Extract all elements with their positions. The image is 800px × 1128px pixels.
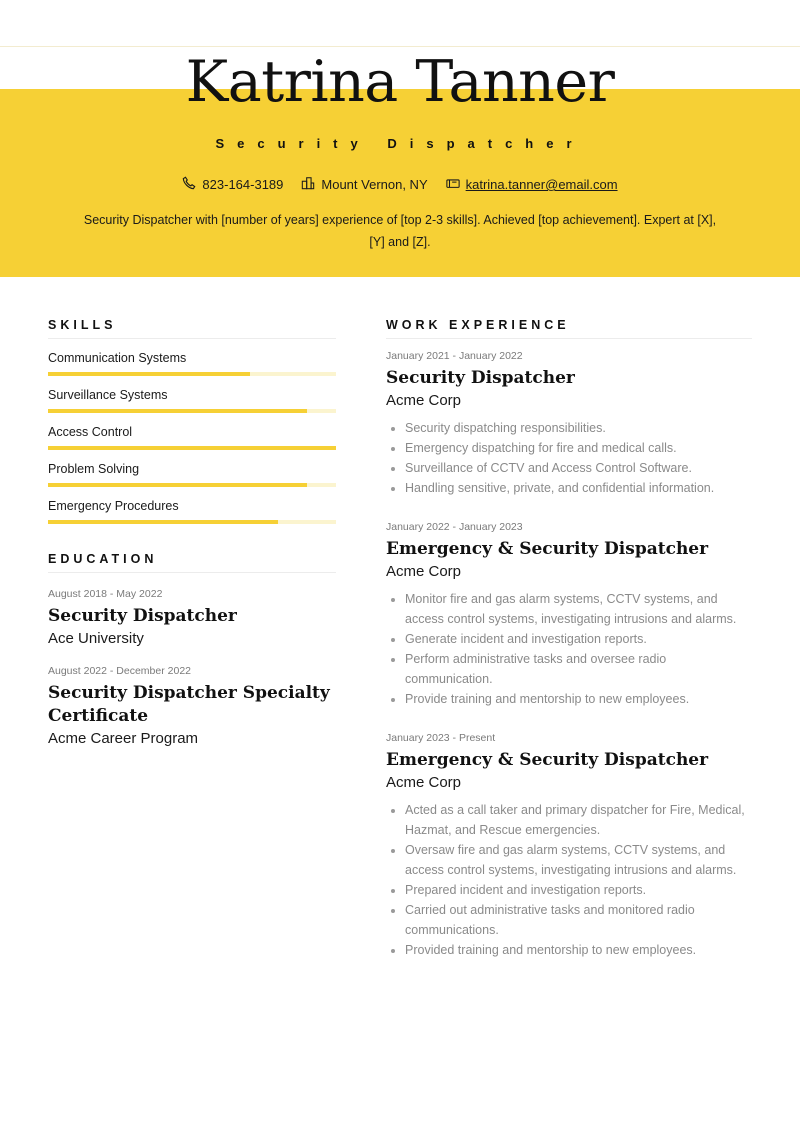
- location-text: Mount Vernon, NY: [321, 177, 428, 192]
- phone-icon: [182, 176, 196, 193]
- job-item: [386, 349, 752, 498]
- left-column: [48, 318, 336, 750]
- education-school: Acme Career Program: [48, 730, 199, 747]
- experience-list: [386, 349, 752, 960]
- job-bullet: • Generate incident and investigation reports.: [405, 629, 752, 649]
- job-role: Emergency & Security Dispatcher: [386, 750, 709, 770]
- building-icon: [301, 176, 315, 193]
- job-bullet: • Perform administrative tasks and oversee radio communication.: [405, 649, 752, 689]
- skill-name: Surveillance Systems: [48, 388, 168, 402]
- education-dates: August 2022 - December 2022: [48, 665, 192, 677]
- job-bullet: • Oversaw fire and gas alarm systems, CCTV systems, and access control systems, investigating intrusions and alarms.: [405, 840, 752, 880]
- education-list: [48, 587, 336, 750]
- skill-item: [48, 497, 336, 524]
- job-bullets: [386, 800, 752, 960]
- job-bullet: • Emergency dispatching for fire and medical calls.: [405, 438, 752, 458]
- education-heading: EDUCATION: [48, 552, 336, 573]
- skill-bar: [48, 520, 336, 524]
- experience-heading: WORK EXPERIENCE: [386, 318, 752, 339]
- candidate-name: Katrina Tanner: [185, 49, 615, 115]
- skill-item: [48, 460, 336, 487]
- skill-bar-fill: [48, 409, 307, 413]
- skill-name: Emergency Procedures: [48, 499, 179, 513]
- phone-text: 823-164-3189: [202, 177, 284, 192]
- job-bullet: • Security dispatching responsibilities.: [405, 418, 752, 438]
- summary: Security Dispatcher with [number of years] experience of [top 2-3 skills]. Achieved [top achievement]. Expert at [X], [Y] and [Z].: [83, 213, 717, 249]
- skill-bar: [48, 446, 336, 450]
- job-role: Emergency & Security Dispatcher: [386, 539, 709, 559]
- job-bullets: [386, 589, 752, 709]
- job-bullets: [386, 418, 752, 498]
- education-degree: Security Dispatcher: [48, 606, 237, 626]
- skills-list: [48, 349, 336, 524]
- contact-email: [446, 176, 618, 193]
- skill-item: [48, 386, 336, 413]
- job-dates: January 2023 - Present: [386, 732, 496, 744]
- skill-bar-fill: [48, 520, 278, 524]
- mailbox-icon: [446, 176, 460, 193]
- education-school: Ace University: [48, 630, 144, 647]
- skill-bar-fill: [48, 372, 250, 376]
- contact-phone: [182, 176, 283, 193]
- education-dates: August 2018 - May 2022: [48, 588, 163, 600]
- skill-item: [48, 423, 336, 450]
- job-dates: January 2021 - January 2022: [386, 350, 523, 362]
- education-item: [48, 664, 336, 750]
- job-role: Security Dispatcher: [386, 368, 575, 388]
- job-title: Security Dispatcher: [215, 136, 585, 151]
- right-column: [386, 318, 752, 960]
- education-item: [48, 587, 336, 650]
- job-bullet: • Acted as a call taker and primary dispatcher for Fire, Medical, Hazmat, and Rescue emergencies.: [405, 800, 752, 840]
- job-company: Acme Corp: [386, 392, 462, 409]
- contact-location: [301, 176, 427, 193]
- job-dates: January 2022 - January 2023: [386, 521, 523, 533]
- skill-bar: [48, 483, 336, 487]
- skill-bar-fill: [48, 483, 307, 487]
- job-bullet: • Provide training and mentorship to new employees.: [405, 689, 752, 709]
- skill-bar: [48, 372, 336, 376]
- job-item: [386, 731, 752, 960]
- job-bullet: • Carried out administrative tasks and monitored radio communications.: [405, 900, 752, 940]
- skill-item: [48, 349, 336, 376]
- job-bullet: • Provided training and mentorship to new employees.: [405, 940, 752, 960]
- job-bullet: • Monitor fire and gas alarm systems, CCTV systems, and access control systems, investigating intrusions and alarms.: [405, 589, 752, 629]
- skill-name: Problem Solving: [48, 462, 140, 476]
- job-bullet: • Prepared incident and investigation reports.: [405, 880, 752, 900]
- skill-name: Communication Systems: [48, 351, 187, 365]
- job-company: Acme Corp: [386, 774, 462, 791]
- job-item: [386, 520, 752, 709]
- skill-bar: [48, 409, 336, 413]
- job-bullet: • Surveillance of CCTV and Access Control Software.: [405, 458, 752, 478]
- skill-name: Access Control: [48, 425, 133, 439]
- job-company: Acme Corp: [386, 563, 462, 580]
- skills-heading: SKILLS: [48, 318, 336, 339]
- contact-row: [0, 176, 800, 193]
- education-degree: Security Dispatcher Specialty Certificate: [48, 683, 330, 726]
- job-bullet: • Handling sensitive, private, and confidential information.: [405, 478, 752, 498]
- skill-bar-fill: [48, 446, 336, 450]
- email-link[interactable]: katrina.tanner@email.com: [465, 177, 618, 192]
